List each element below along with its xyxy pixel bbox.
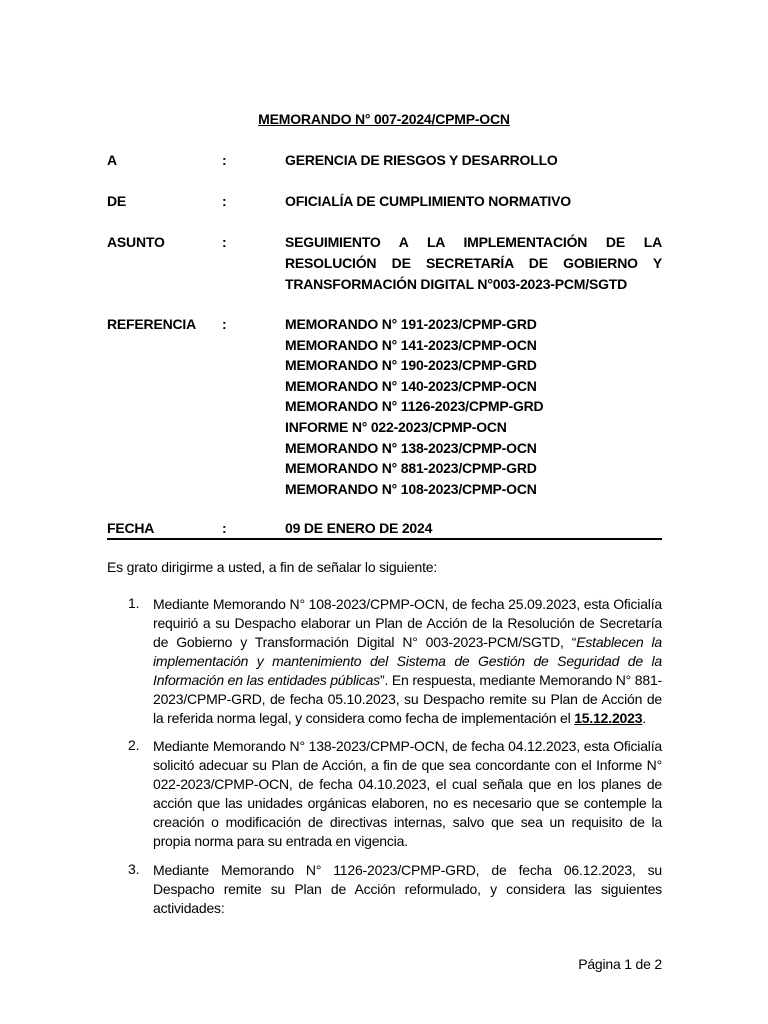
header-colon: : — [222, 193, 227, 209]
reference-item: MEMORANDO N° 141-2023/CPMP-OCN — [285, 336, 537, 353]
reference-item: MEMORANDO N° 191-2023/CPMP-GRD — [285, 316, 537, 332]
reference-item: MEMORANDO N° 108-2023/CPMP-OCN — [285, 480, 537, 497]
header-colon: : — [222, 520, 227, 536]
intro-text: Es grato dirigirme a usted, a fin de señalar lo siguiente: — [107, 559, 438, 575]
header-value-asunto: SEGUIMIENTO A LA IMPLEMENTACIÓN DE LA RESOLUCIÓN DE SECRETARÍA DE GOBIERNO Y TRANSFORMACIÓN DIGITAL N°003-2023-PCM/SGTD — [285, 234, 662, 292]
paragraph-italic-title: Establecen la implementación y mantenimiento del Sistema de Gestión de Seguridad de la Información en las entidades públicas — [153, 634, 662, 688]
header-value-a: GERENCIA DE RIESGOS Y DESARROLLO — [285, 152, 558, 168]
reference-item: INFORME N° 022-2023/CPMP-OCN — [285, 418, 507, 435]
header-label-asunto: ASUNTO — [107, 234, 165, 250]
paragraph-text: . — [642, 710, 646, 726]
header-label-fecha: FECHA — [107, 520, 155, 536]
reference-item: MEMORANDO N° 138-2023/CPMP-OCN — [285, 439, 537, 456]
header-label-referencia: REFERENCIA — [107, 316, 197, 332]
reference-list-container — [285, 314, 662, 499]
header-label-de: DE — [107, 193, 127, 209]
header-value-de: OFICIALÍA DE CUMPLIMIENTO NORMATIVO — [285, 193, 571, 209]
implementation-date: 15.12.2023 — [574, 710, 643, 726]
header-colon: : — [222, 152, 227, 168]
paragraph-text: Mediante Memorando N° 108-2023/CPMP-OCN, de fecha 25.09.2023, esta Oficialía requirió a su Despacho elaborar un Plan de Acción de la Resolución de Secretaría de Gobierno y Transformación Digital N° 003-2023-PCM/SGTD, “ — [153, 596, 662, 650]
reference-list — [285, 314, 662, 499]
reference-item: MEMORANDO N° 881-2023/CPMP-GRD — [285, 460, 537, 477]
paragraph-text: ”. En respuesta, mediante Memorando N° 881-2023/CPMP-GRD, de fecha 05.10.2023, su Despacho remite su Plan de Acción de la referida norma legal, y considera como fecha de implementación el — [153, 672, 663, 726]
reference-item: MEMORANDO N° 140-2023/CPMP-OCN — [285, 377, 537, 394]
header-colon: : — [222, 234, 227, 250]
header-label-a: A — [107, 152, 117, 168]
header-divider — [107, 538, 662, 540]
paragraph-number: 2. — [128, 737, 140, 753]
header-value-fecha: 09 DE ENERO DE 2024 — [285, 520, 433, 536]
paragraph-body: Mediante Memorando N° 1126-2023/CPMP-GRD, de fecha 06.12.2023, su Despacho remite su Plan de Acción reformulado, y considera las siguientes actividades: — [153, 862, 662, 916]
page-number: Página 1 de 2 — [578, 956, 662, 972]
header-colon: : — [222, 316, 227, 332]
paragraph-number: 3. — [128, 861, 140, 877]
paragraph-number: 1. — [128, 595, 140, 611]
reference-item: MEMORANDO N° 190-2023/CPMP-GRD — [285, 357, 537, 374]
paragraph-body — [153, 595, 662, 728]
reference-item: MEMORANDO N° 1126-2023/CPMP-GRD — [285, 398, 544, 415]
paragraph-body: Mediante Memorando N° 138-2023/CPMP-OCN, de fecha 04.12.2023, esta Oficialía solicitó adecuar su Plan de Acción, a fin de que sea concordante con el Informe N° 022-2023/CPMP-OCN, de fecha 04.10.2023, el cual señala que en los planes de acción que las unidades orgánicas elaboren, no es necesario que se contemple la creación o modificación de directivas internas, salvo que sea un requisito de la propia norma para su entrada en vigencia. — [153, 738, 662, 849]
memo-title: MEMORANDO N° 007-2024/CPMP-OCN — [258, 111, 510, 127]
